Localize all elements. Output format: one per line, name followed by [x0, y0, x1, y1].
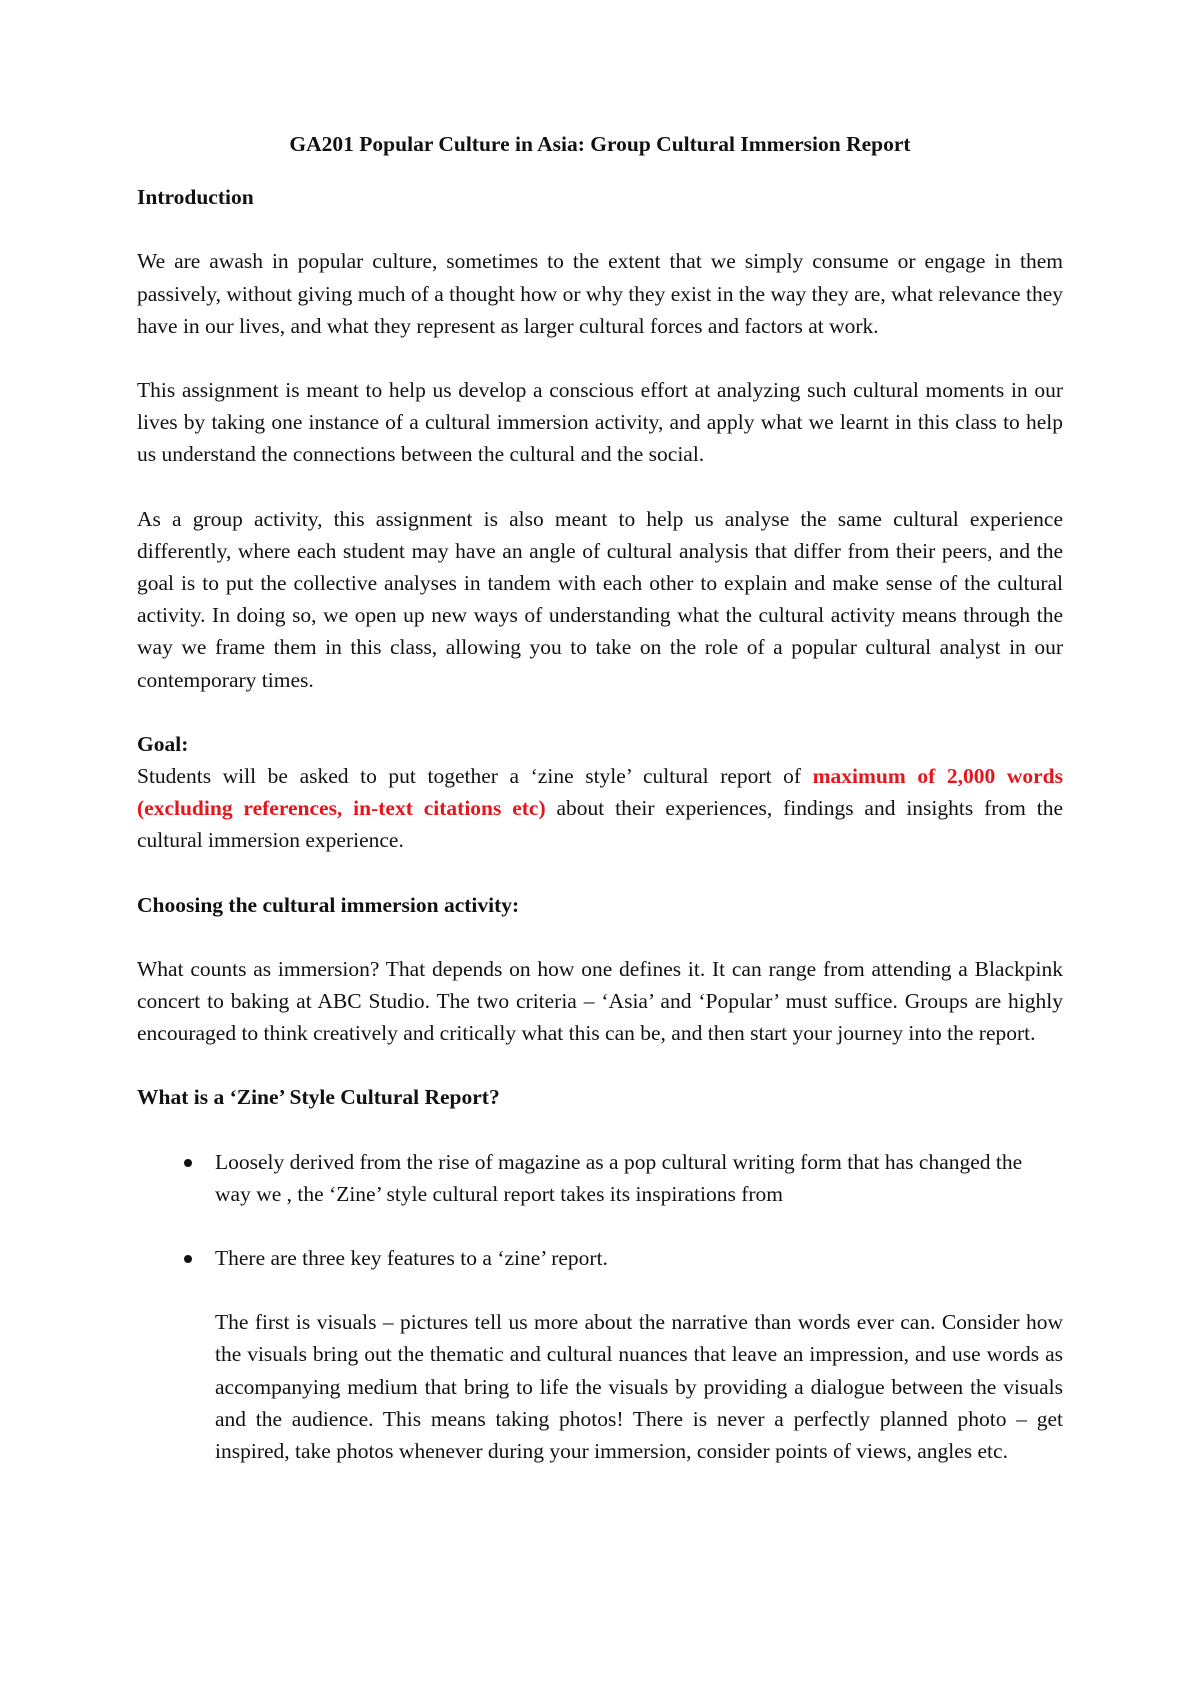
- introduction-paragraph-3: As a group activity, this assignment is also meant to help us analyse the same cultural experience differently, where each student may have an angle of cultural analysis that differ from their peers, and the goal is to put the collective analyses in tandem with each other to explain and make sense of the cultural activity. In doing so, we open up new ways of understanding what the cultural activity means through the way we frame them in this class, allowing you to take on the role of a popular cultural analyst in our contemporary times.: [137, 506, 1063, 692]
- document-page: [137, 128, 1063, 1467]
- goal-text-before: Students will be asked to put together a ‘zine style’ cultural report of: [137, 764, 813, 789]
- goal-heading: Goal:: [137, 731, 189, 756]
- goal-text-after: about their experiences, findings and insights from the cultural immersion experience.: [137, 796, 1064, 853]
- zine-bullet-1-text: Loosely derived from the rise of magazine as a pop cultural writing form that has changed the way we , the ‘Zine’ style cultural report takes its inspirations from: [215, 1149, 1023, 1206]
- zine-bullet-list: [137, 1146, 1063, 1275]
- document-title: GA201 Popular Culture in Asia: Group Cultural Immersion Report: [289, 132, 911, 156]
- zine-heading: What is a ‘Zine’ Style Cultural Report?: [137, 1085, 500, 1110]
- introduction-paragraph-2: This assignment is meant to help us develop a conscious effort at analyzing such cultural moments in our lives by taking one instance of a cultural immersion activity, and apply what we learnt in this class to help us understand the connections between the cultural and the social.: [137, 378, 1063, 467]
- introduction-paragraph-1: We are awash in popular culture, sometimes to the extent that we simply consume or engage in them passively, without giving much of a thought how or why they exist in the way they are, what relevance they have in our lives, and what they represent as larger cultural forces and factors at work.: [137, 249, 1063, 338]
- goal-paragraph: [137, 760, 1063, 857]
- zine-bullet-2-text: There are three key features to a ‘zine’ report.: [215, 1246, 608, 1271]
- choosing-paragraph: What counts as immersion? That depends on how one defines it. It can range from attending a Blackpink concert to baking at ABC Studio. The two criteria – ‘Asia’ and ‘Popular’ must suffice. Groups are highly encouraged to think creatively and critically what this can be, and then start your journey into the report.: [137, 956, 1063, 1046]
- bullet-dot-icon: [184, 1159, 192, 1167]
- zine-bullet-1: [137, 1146, 1063, 1210]
- word-limit-highlight: maximum of 2,000 words (excluding references, in-text citations etc): [137, 764, 1063, 821]
- zine-bullet-2: [137, 1242, 1063, 1274]
- introduction-heading: Introduction: [137, 185, 254, 210]
- choosing-heading: Choosing the cultural immersion activity:: [137, 892, 520, 917]
- zine-visuals-paragraph: The first is visuals – pictures tell us more about the narrative than words ever can. Consider how the visuals bring out the thematic and cultural nuances that leave an impression, and use words as accompanying medium that bring to life the visuals by providing a dialogue between the visuals and the audience. This means taking photos! There is never a perfectly planned photo – get inspired, take photos whenever during your immersion, consider points of views, angles etc.: [215, 1310, 1063, 1464]
- bullet-dot-icon: [184, 1255, 192, 1263]
